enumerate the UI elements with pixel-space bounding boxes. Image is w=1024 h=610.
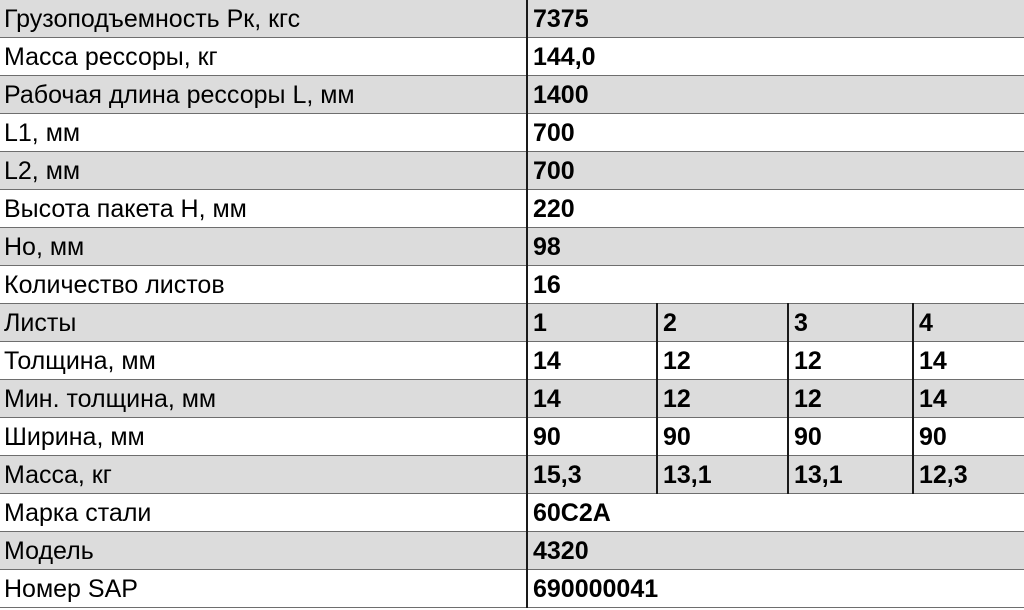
spec-row (0, 418, 1024, 456)
spec-label: Масса, кг (0, 456, 527, 494)
spec-row (0, 76, 1024, 114)
spec-value: 1400 (527, 76, 1024, 114)
spec-value: 15,3 (527, 456, 657, 494)
spec-row (0, 38, 1024, 76)
spec-value: 13,1 (657, 456, 788, 494)
spec-value: 690000041 (527, 570, 1024, 608)
spec-value: 60С2А (527, 494, 1024, 532)
spec-value: 4320 (527, 532, 1024, 570)
spec-row (0, 342, 1024, 380)
spec-row (0, 570, 1024, 608)
spec-label: Высота пакета H, мм (0, 190, 527, 228)
spec-value: 12 (788, 342, 913, 380)
spec-row (0, 114, 1024, 152)
spec-value: 1 (527, 304, 657, 342)
spec-value: 220 (527, 190, 1024, 228)
spec-value: 700 (527, 114, 1024, 152)
spec-value: 90 (657, 418, 788, 456)
spec-value: 90 (788, 418, 913, 456)
spec-value: 700 (527, 152, 1024, 190)
spec-value: 90 (527, 418, 657, 456)
spec-row (0, 494, 1024, 532)
spec-value: 4 (913, 304, 1024, 342)
spec-label: Ширина, мм (0, 418, 527, 456)
spec-value: 14 (913, 342, 1024, 380)
spec-label: Модель (0, 532, 527, 570)
spec-row (0, 0, 1024, 38)
spec-row (0, 228, 1024, 266)
spec-label: Мин. толщина, мм (0, 380, 527, 418)
spec-row (0, 266, 1024, 304)
spec-label: L1, мм (0, 114, 527, 152)
spec-value: 144,0 (527, 38, 1024, 76)
spec-row (0, 304, 1024, 342)
spec-row (0, 380, 1024, 418)
spec-label: Но, мм (0, 228, 527, 266)
spec-value: 13,1 (788, 456, 913, 494)
spec-value: 90 (913, 418, 1024, 456)
spec-label: Количество листов (0, 266, 527, 304)
spec-value: 12 (657, 380, 788, 418)
spec-label: Рабочая длина рессоры L, мм (0, 76, 527, 114)
spec-row (0, 190, 1024, 228)
spec-label: Масса рессоры, кг (0, 38, 527, 76)
spec-label: Марка стали (0, 494, 527, 532)
spec-label: Номер SAP (0, 570, 527, 608)
spec-label: Листы (0, 304, 527, 342)
spec-label: Толщина, мм (0, 342, 527, 380)
spec-value: 12 (657, 342, 788, 380)
spec-value: 12,3 (913, 456, 1024, 494)
spec-value: 14 (527, 342, 657, 380)
spec-row (0, 152, 1024, 190)
spec-row (0, 456, 1024, 494)
spec-value: 12 (788, 380, 913, 418)
spec-value: 14 (913, 380, 1024, 418)
spec-value: 98 (527, 228, 1024, 266)
spec-label: L2, мм (0, 152, 527, 190)
spec-value: 7375 (527, 0, 1024, 38)
spec-value: 3 (788, 304, 913, 342)
spec-value: 2 (657, 304, 788, 342)
spec-value: 16 (527, 266, 1024, 304)
spec-label: Грузоподъемность Рк, кгс (0, 0, 527, 38)
spec-value: 14 (527, 380, 657, 418)
spec-row (0, 532, 1024, 570)
